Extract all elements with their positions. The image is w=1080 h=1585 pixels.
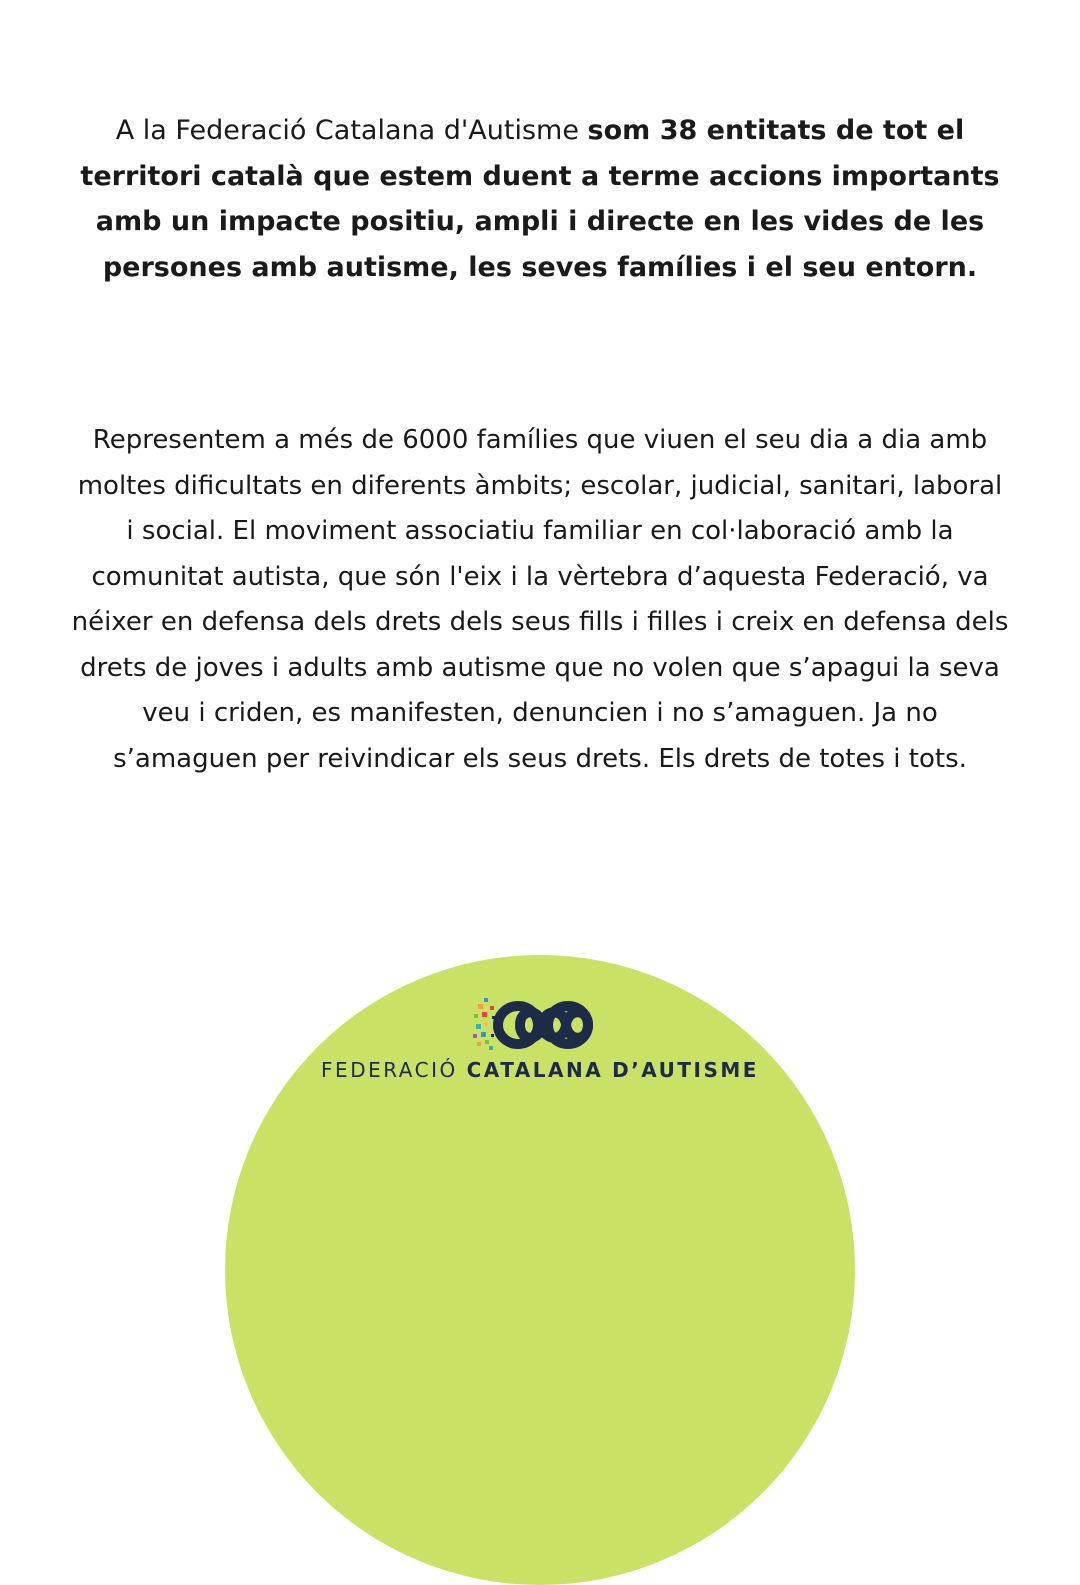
intro-lead: A la Federació Catalana d'Autisme bbox=[115, 115, 588, 146]
confetti-dots-icon bbox=[473, 998, 495, 1050]
logo-word-dautisme: D’AUTISME bbox=[612, 1058, 759, 1082]
infinity-logo-icon bbox=[470, 990, 610, 1060]
intro-emphasis: som 38 entitats de tot el territori català que estem duent a terme accions importants amb un impacte positiu, ampli i directe en les vides de les persones amb autisme, les seves famílies i el seu entorn. bbox=[80, 115, 1000, 283]
body-paragraph: Representem a més de 6000 famílies que viuen el seu dia a dia amb moltes dificultats en diferents àmbits; escolar, judicial, sanitari, laboral i social. El moviment associatiu familiar en col·laboració amb la comunitat autista, que són l'eix i la vèrtebra d’aquesta Federació, va néixer en defensa dels drets dels seus fills i filles i creix en defensa dels drets de joves i adults amb autisme que no volen que s’apagui la seva veu i criden, es manifesten, denuncien i no s’amaguen. Ja no s’amaguen per reivindicar els seus drets. Els drets de totes i tots. bbox=[71, 425, 1009, 774]
intro-paragraph bbox=[70, 108, 1010, 290]
logo-word-catalana: CATALANA bbox=[466, 1058, 604, 1082]
federation-logo bbox=[0, 990, 1080, 1080]
logo-word-federacio: FEDERACIÓ bbox=[321, 1058, 458, 1082]
logo-wordmark bbox=[0, 1058, 1080, 1082]
